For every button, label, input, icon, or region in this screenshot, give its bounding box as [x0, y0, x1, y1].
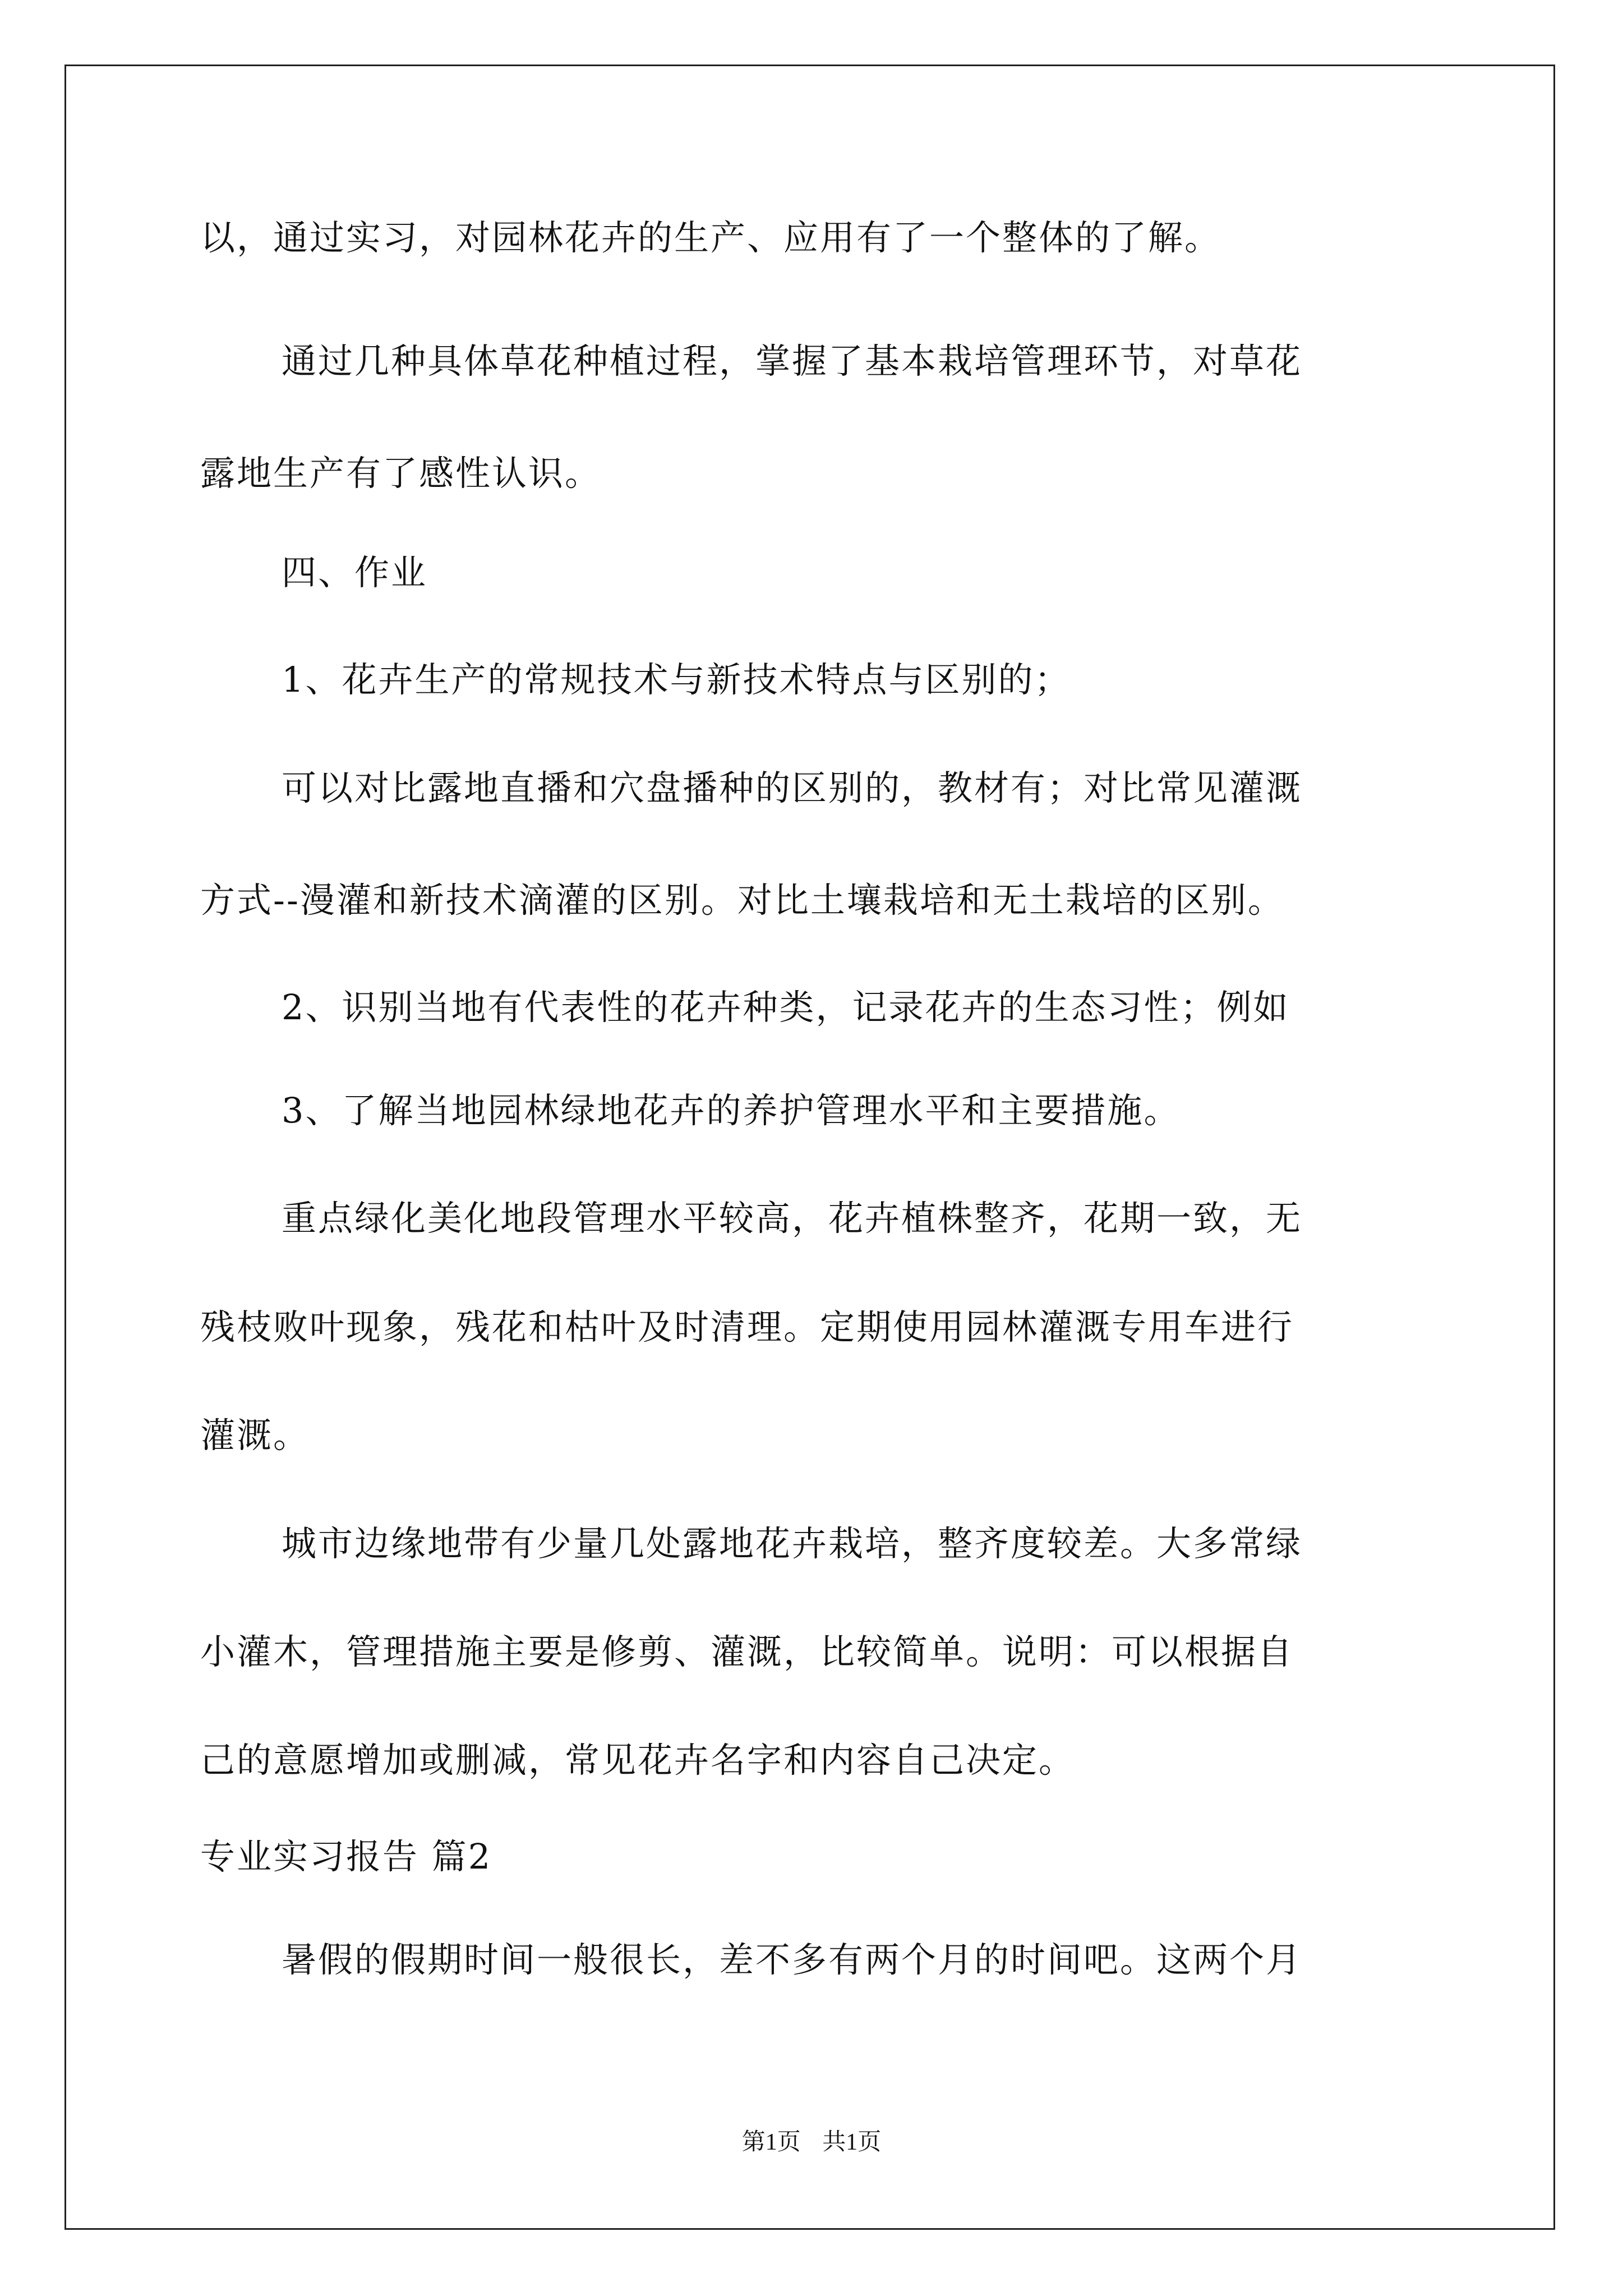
- paragraph-line: 重点绿化美化地段管理水平较高，花卉植株整齐，花期一致，无: [282, 1198, 1303, 1239]
- section-title: 专业实习报告 篇2: [200, 1836, 492, 1877]
- list-item: 1、花卉生产的常规技术与新技术特点与区别的；: [282, 659, 1071, 700]
- paragraph-line: 残枝败叶现象，残花和枯叶及时清理。定期使用园林灌溉专用车进行: [200, 1306, 1294, 1347]
- paragraph-line: 灌溉。: [200, 1415, 310, 1456]
- paragraph-line: 小灌木，管理措施主要是修剪、灌溉，比较简单。说明：可以根据自: [200, 1631, 1294, 1672]
- paragraph-line: 己的意愿增加或删减，常见花卉名字和内容自己决定。: [200, 1740, 1076, 1780]
- paragraph-line: 露地生产有了感性认识。: [200, 453, 602, 494]
- paragraph-line: 方式--漫灌和新技术滴灌的区别。对比土壤栽培和无土栽培的区别。: [200, 880, 1284, 921]
- list-item: 3、了解当地园林绿地花卉的养护管理水平和主要措施。: [282, 1090, 1181, 1131]
- paragraph-line: 以，通过实习，对园林花卉的生产、应用有了一个整体的了解。: [200, 217, 1221, 258]
- paragraph-line: 城市边缘地带有少量几处露地花卉栽培，整齐度较差。大多常绿: [282, 1523, 1303, 1564]
- section-heading: 四、作业: [282, 552, 428, 593]
- page-border: [64, 65, 1555, 2230]
- paragraph-line: 可以对比露地直播和穴盘播种的区别的，教材有；对比常见灌溉: [282, 767, 1303, 808]
- paragraph-line: 通过几种具体草花种植过程，掌握了基本栽培管理环节，对草花: [282, 341, 1303, 381]
- page-total: 共1页: [822, 2129, 882, 2155]
- page-footer: [0, 2127, 1623, 2158]
- page-number: 第1页: [741, 2129, 801, 2155]
- paragraph-line: 暑假的假期时间一般很长，差不多有两个月的时间吧。这两个月: [282, 1939, 1303, 1980]
- list-item: 2、识别当地有代表性的花卉种类，记录花卉的生态习性；例如: [282, 987, 1290, 1028]
